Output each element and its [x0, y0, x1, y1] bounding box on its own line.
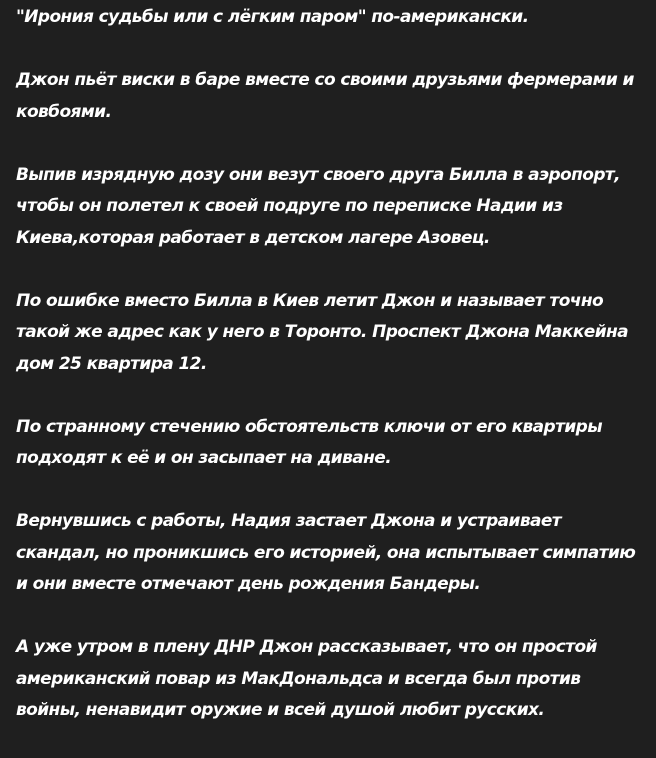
paragraph: Выпив изрядную дозу они везут своего друга Билла в аэропорт, чтобы он полетел к своей подруге по переписке Надии из Киева,которая работает в детском лагере Азовец. [16, 164, 621, 248]
post-text [16, 0, 648, 758]
paragraph: А уже утром в плену ДНР Джон рассказывает, что он простой американский повар из МакДональдса и всегда был против войны, ненавидит оружие и всей душой любит русских. [16, 637, 597, 720]
paragraph: По странному стечению обстоятельств ключи от его квартиры подходят к её и он засыпает на диване. [16, 416, 603, 468]
paragraph: Джон пьёт виски в баре вместе со своими друзьями фермерами и ковбоями. [16, 70, 634, 122]
paragraph-title: "Ирония судьбы или с лёгким паром" по-американски. [16, 7, 529, 27]
paragraph: По ошибке вместо Билла в Киев летит Джон и называет точно такой же адрес как у него в Торонто. Проспект Джона Маккейна дом 25 квартира 12. [16, 290, 629, 374]
paragraph: Вернувшись с работы, Надия застает Джона и устраивает скандал, но проникшись его историей, она испытывает симпатию и они вместе отмечают день рождения Бандеры. [16, 511, 636, 594]
